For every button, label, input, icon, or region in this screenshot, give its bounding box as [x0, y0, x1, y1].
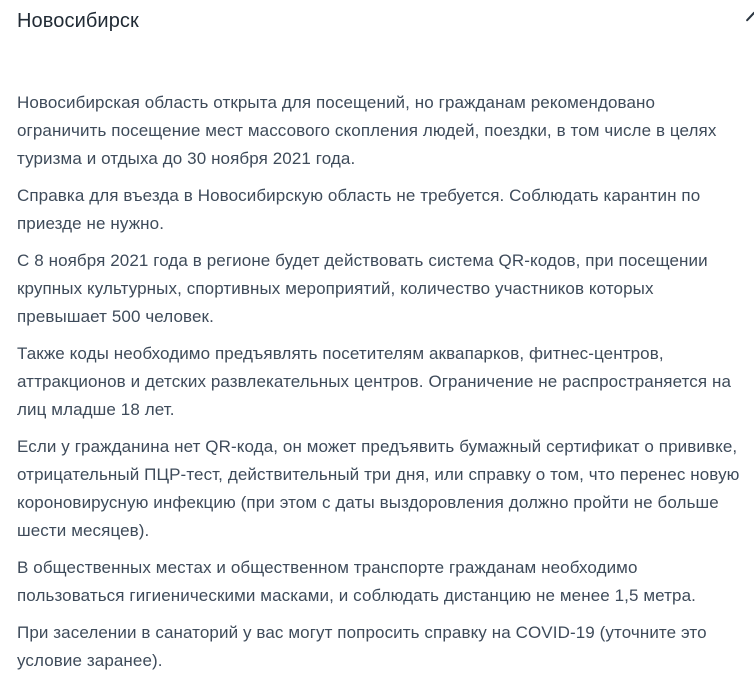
region-title: Новосибирск — [17, 10, 139, 32]
info-paragraph-qr-system: С 8 ноября 2021 года в регионе будет действовать система QR-кодов, при посещении крупных культурных, спортивных мероприятий, количество участников которых превышает 500 человек. — [17, 251, 708, 326]
chevron-up-icon[interactable] — [743, 6, 754, 28]
info-paragraph-open-status: Новосибирская область открыта для посещений, но гражданам рекомендовано ограничить посещение мест массового скопления людей, поездки, в том числе в целях туризма и отдыха до 30 ноября 2021 года. — [17, 93, 717, 168]
info-paragraph-qr-venues: Также коды необходимо предъявлять посетителям аквапарков, фитнес-центров, аттракционов и детских развлекательных центров. Ограничение не распространяется на лиц младше 18 лет. — [17, 344, 732, 419]
info-paragraph-masks: В общественных местах и общественном транспорте гражданам необходимо пользоваться гигиеническими масками, и соблюдать дистанцию не менее 1,5 метра. — [17, 558, 696, 605]
region-info-text — [17, 89, 740, 673]
info-paragraph-entry-cert: Справка для въезда в Новосибирскую область не требуется. Соблюдать карантин по приезде не нужно. — [17, 186, 701, 233]
accordion-header-novosibirsk[interactable] — [17, 8, 740, 34]
info-paragraph-sanatorium: При заселении в санаторий у вас могут попросить справку на COVID-19 (уточните это условие заранее). — [17, 623, 707, 670]
info-paragraph-no-qr-options: Если у гражданина нет QR-кода, он может предъявить бумажный сертификат о прививке, отрицательный ПЦР-тест, действительный три дня, или справку о том, что перенес новую короновирусную инфекцию (при этом с даты выздоровления должно пройти не больше шести месяцев). — [17, 437, 740, 540]
